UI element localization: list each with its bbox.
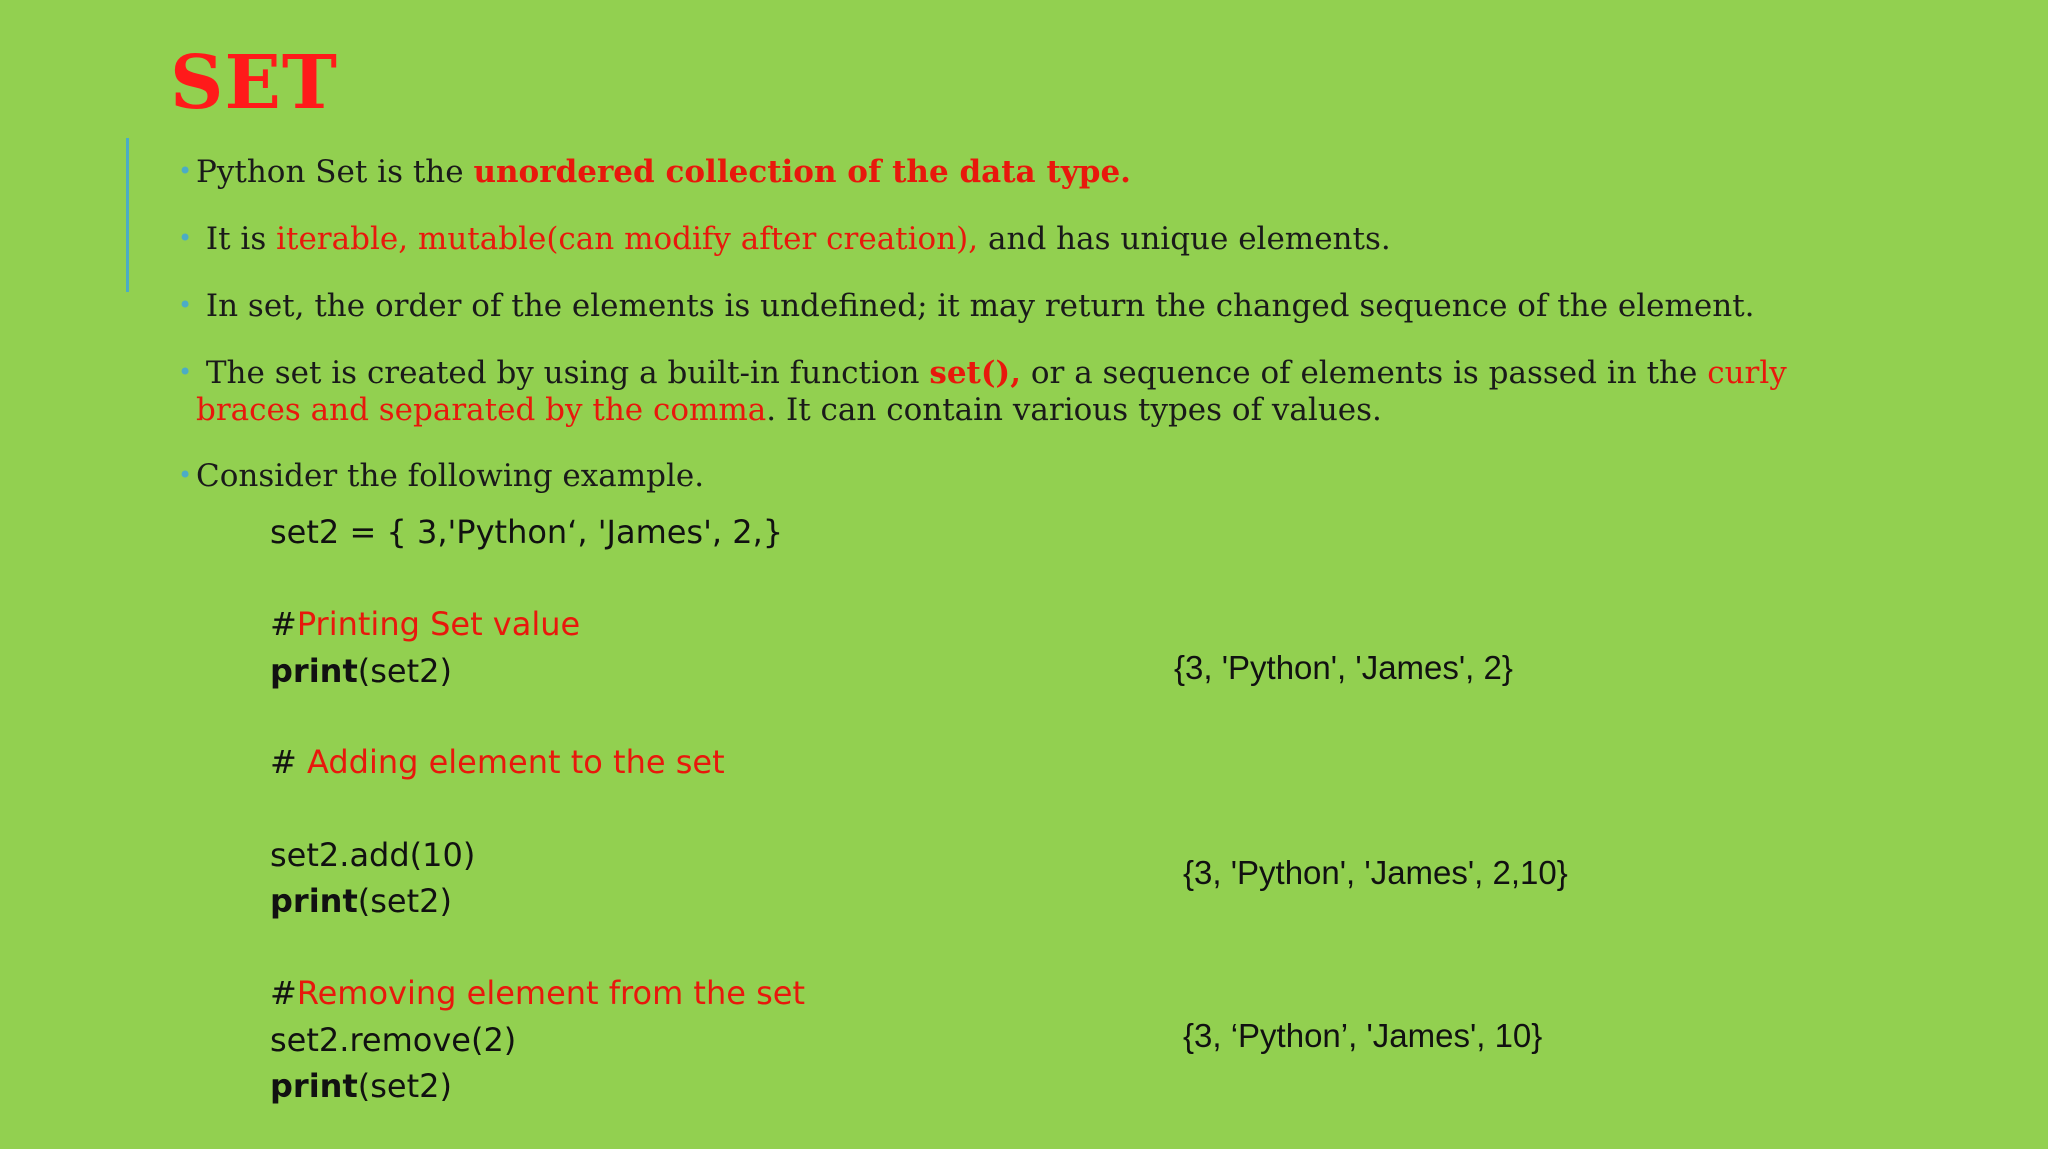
code-line-remove: set2.remove(2) <box>270 1021 517 1059</box>
bullet-item <box>178 287 1788 325</box>
print-argument: (set2) <box>357 652 452 690</box>
code-comment <box>270 742 725 782</box>
slide-title: SET <box>170 40 338 126</box>
bullet-text: . It can contain various types of values. <box>766 392 1382 428</box>
code-line-print <box>270 1066 452 1106</box>
bullet-highlight: curly <box>1707 355 1787 391</box>
bullet-text: Consider the following example. <box>196 458 705 494</box>
bullet-text: Python Set is the <box>196 154 474 190</box>
print-argument: (set2) <box>357 882 452 920</box>
bullet-text: It is <box>196 221 277 257</box>
bullet-highlight: set(), <box>929 355 1021 391</box>
bullet-text: or a sequence of elements is passed in the <box>1021 355 1708 391</box>
bullet-highlight: iterable, mutable(can modify after creation), <box>276 221 979 257</box>
print-keyword: print <box>270 1067 358 1105</box>
print-keyword: print <box>270 652 358 690</box>
code-comment <box>270 604 580 644</box>
bullet-text: The set is created by using a built-in function <box>196 355 930 391</box>
code-line-print <box>270 651 452 691</box>
bullet-dot-icon: • <box>178 224 193 252</box>
bullet-highlight: braces and separated by the comma <box>196 392 767 428</box>
bullet-text: In set, the order of the elements is undefined; it may return the changed sequence of the element. <box>196 288 1755 324</box>
output-print-set: {3, 'Python', 'James', 2} <box>1174 649 1513 686</box>
code-line-add: set2.add(10) <box>270 836 476 874</box>
bullet-item <box>178 153 1788 191</box>
comment-text: Removing element from the set <box>296 974 805 1012</box>
bullet-dot-icon: • <box>178 358 193 386</box>
bullet-highlight: unordered collection of the data type. <box>473 154 1131 190</box>
bullet-dot-icon: • <box>178 461 193 489</box>
comment-hash: # <box>270 743 307 781</box>
bullet-continuation <box>178 392 1788 429</box>
output-after-add: {3, 'Python', 'James', 2,10} <box>1183 854 1568 891</box>
print-argument: (set2) <box>357 1067 452 1105</box>
comment-text: Printing Set value <box>296 605 581 643</box>
bullet-item <box>178 220 1788 258</box>
comment-text: Adding element to the set <box>306 743 725 781</box>
bullet-item <box>178 457 1788 495</box>
bullet-dot-icon: • <box>178 157 193 185</box>
output-after-remove: {3, ‘Python’, 'James', 10} <box>1183 1017 1543 1054</box>
bullet-dot-icon: • <box>178 291 193 319</box>
comment-hash: # <box>270 974 297 1012</box>
print-keyword: print <box>270 882 358 920</box>
accent-bar <box>126 138 129 292</box>
code-line-print <box>270 881 452 921</box>
bullet-item <box>178 354 1788 429</box>
bullet-text: and has unique elements. <box>978 221 1391 257</box>
comment-hash: # <box>270 605 297 643</box>
code-line-set-definition: set2 = { 3,'Python‘, 'James', 2,} <box>270 513 784 551</box>
code-comment <box>270 973 805 1013</box>
